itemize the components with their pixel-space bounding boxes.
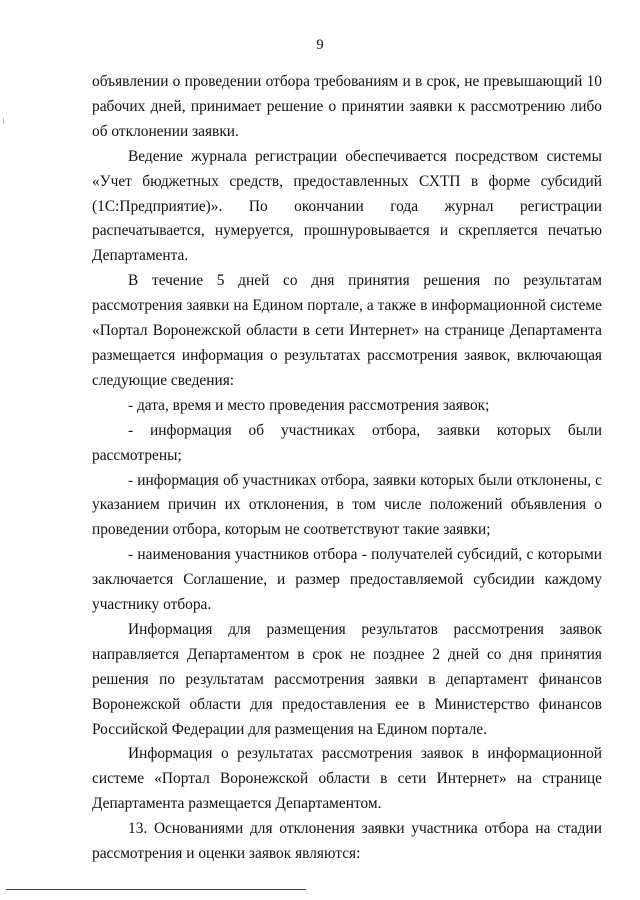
paragraph-information-portal: Информация о результатах рассмотрения заявок в информационной системе «Портал Воронежской области в сети Интернет» на странице Департамента размещается Департаментом. — [92, 745, 602, 813]
list-item-recipients: - наименования участников отбора - получателей субсидий, с которыми заключается Соглашение, и размер предоставляемой субсидии каждому участнику отбора. — [92, 546, 602, 614]
document-body — [92, 70, 602, 867]
scan-mark — [3, 118, 4, 124]
list-item-reviewed: - информация об участниках отбора, заявки которых были рассмотрены; — [92, 421, 602, 464]
footer-rule — [6, 889, 306, 890]
list-item-date: - дата, время и место проведения рассмотрения заявок; — [128, 396, 490, 414]
page-number: 9 — [316, 37, 324, 53]
list-item-rejected: - информация об участниках отбора, заявки которых были отклонены, с указанием причин их отклонения, в том числе положений объявления о проведении отбора, которым не соответствуют такие заявки; — [92, 471, 602, 539]
paragraph-section-13: 13. Основаниями для отклонения заявки участника отбора на стадии рассмотрения и оценки заявок являются: — [92, 820, 602, 863]
paragraph-information-sending: Информация для размещения результатов рассмотрения заявок направляется Департаментом в срок не позднее 2 дней со дня принятия решения по результатам рассмотрения заявки в департамент финансов Воронежской области для предоставления ее в Министерство финансов Российской Федерации для размещения на Едином портале. — [92, 620, 602, 738]
paragraph-results-publication: В течение 5 дней со дня принятия решения по результатам рассмотрения заявки на Едином портале, а также в информационной системе «Портал Воронежской области в сети Интернет» на странице Департамента размещается информация о результатах рассмотрения заявок, включающая следующие сведения: — [92, 272, 602, 389]
paragraph-journal: Ведение журнала регистрации обеспечивается посредством системы «Учет бюджетных средств, предоставленных СХТП в форме субсидий (1С:Предприятие)». По окончании года журнал регистрации распечатывается, нумеруется, прошнуровывается и скрепляется печатью Департамента. — [92, 147, 602, 265]
paragraph-continuation: объявлении о проведении отбора требованиям и в срок, не превышающий 10 рабочих дней, принимает решение о принятии заявки к рассмотрению либо об отклонении заявки. — [92, 73, 602, 140]
